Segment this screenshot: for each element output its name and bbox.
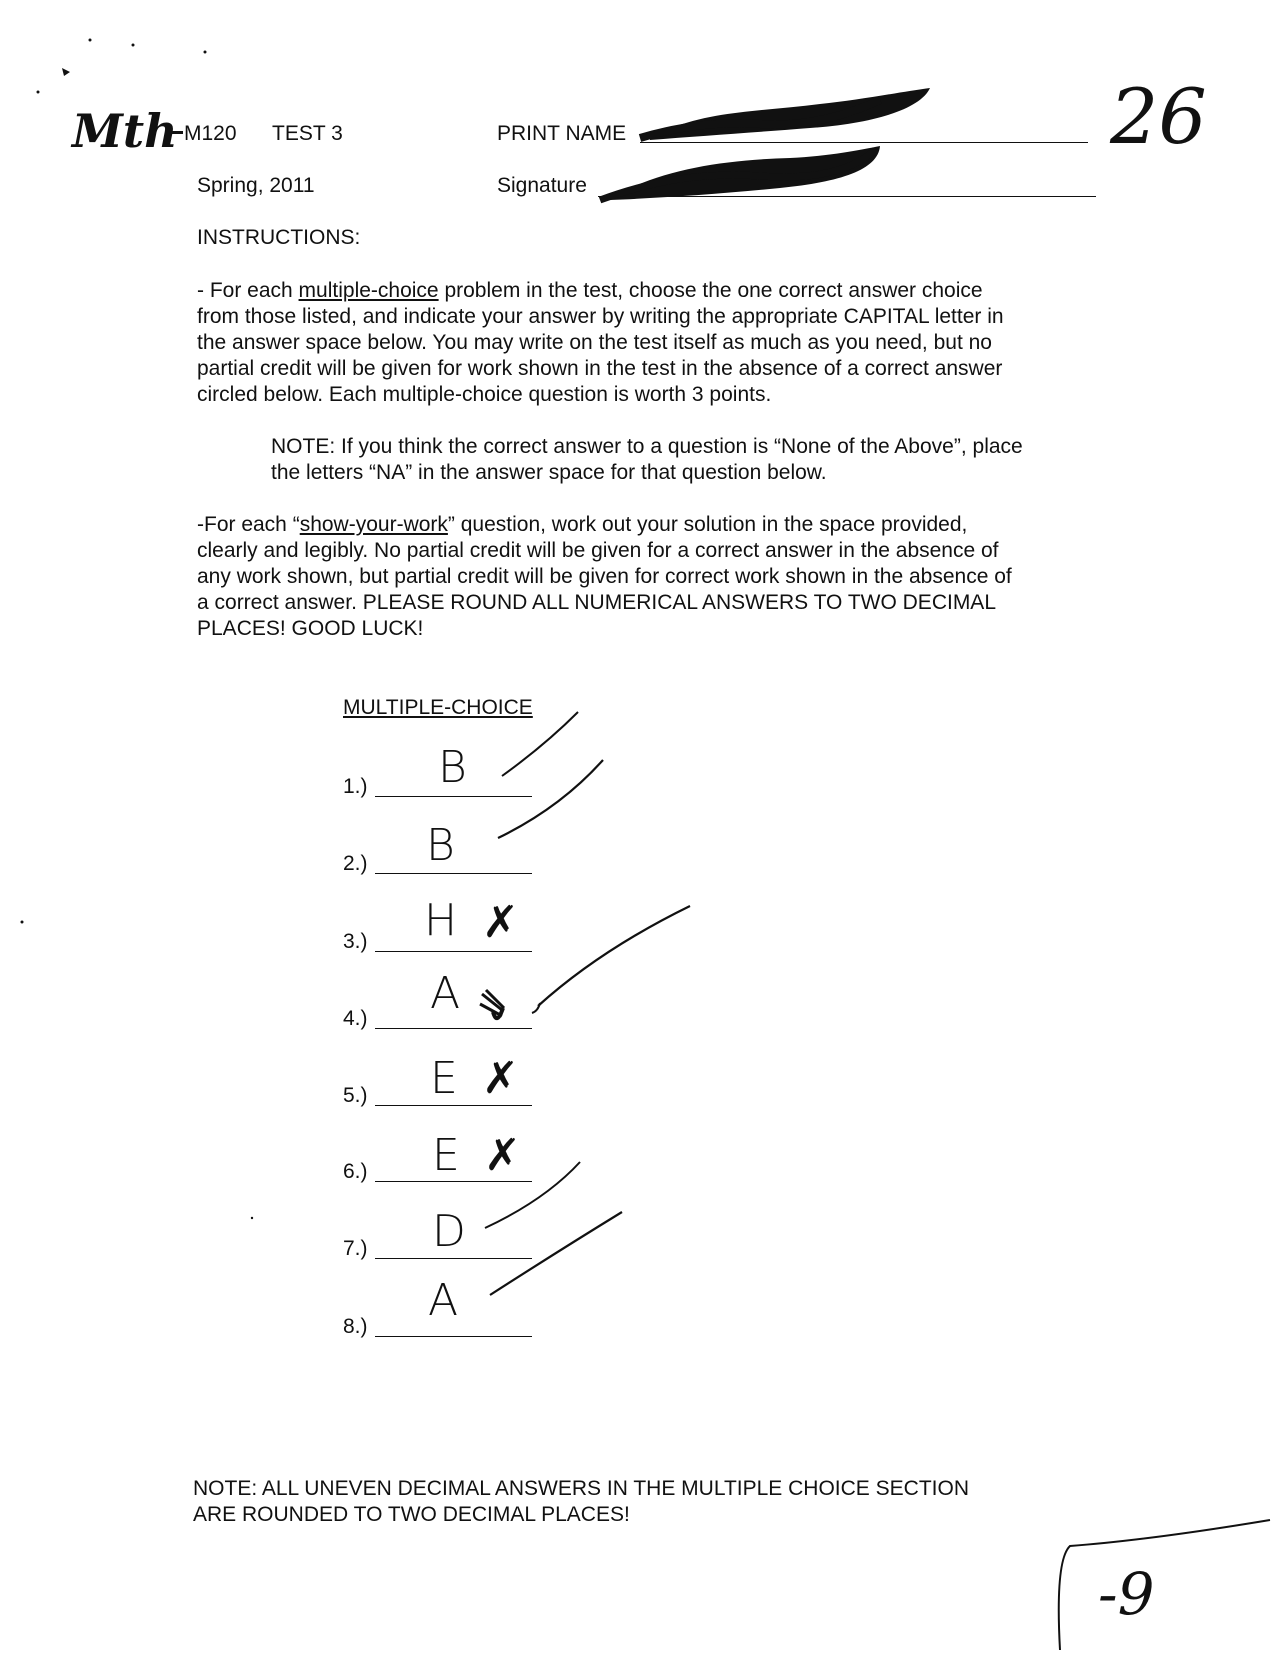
mc-heading: MULTIPLE-CHOICE [343, 696, 533, 719]
answer-line [375, 1258, 532, 1259]
question-label: 8.) [343, 1315, 368, 1338]
question-label: 3.) [343, 930, 368, 953]
signature-label: Signature [497, 174, 587, 197]
answer-letter: A [430, 968, 461, 1019]
mc-instruction-line-1 [197, 278, 983, 304]
instructions-heading: INSTRUCTIONS: [197, 226, 361, 249]
mc-instruction-line: from those listed, and indicate your answer by writing the appropriate CAPITAL letter in [197, 305, 1004, 328]
mc-instruction-line: the answer space below. You may write on the test itself as much as you need, but no [197, 331, 992, 354]
answer-line [375, 1028, 532, 1029]
answer-line [375, 951, 532, 952]
term: Spring, 2011 [197, 174, 315, 197]
answer-letter: E [430, 1053, 458, 1104]
answer-letter: E [432, 1130, 460, 1181]
score: 26 [1110, 72, 1207, 161]
footer-note-line: NOTE: ALL UNEVEN DECIMAL ANSWERS IN THE MULTIPLE CHOICE SECTION [193, 1477, 969, 1500]
footer-note-line: ARE ROUNDED TO TWO DECIMAL PLACES! [193, 1503, 630, 1526]
question-label: 5.) [343, 1084, 368, 1107]
answer-line [375, 1105, 532, 1106]
mc-instruction-line: circled below. Each multiple-choice question is worth 3 points. [197, 383, 772, 406]
syw-instruction-line: any work shown, but partial credit will be given for correct work shown in the absence of [197, 565, 1012, 588]
syw-after: ” question, work out your solution in the space provided, [447, 513, 968, 536]
syw-instruction-line-1 [197, 512, 967, 538]
course-code: M120 [184, 122, 237, 145]
note-line: NOTE: If you think the correct answer to a question is “None of the Above”, place [271, 435, 1023, 458]
note-line: the letters “NA” in the answer space for that question below. [271, 461, 827, 484]
question-label: 7.) [343, 1237, 368, 1260]
question-label: 6.) [343, 1160, 368, 1183]
mc-keyword: multiple-choice [298, 279, 439, 302]
wrong-mark: ✗ [484, 1130, 521, 1181]
answer-letter: B [426, 820, 455, 871]
answer-letter: H [424, 895, 458, 946]
syw-instruction-line: a correct answer. PLEASE ROUND ALL NUMERICAL ANSWERS TO TWO DECIMAL [197, 591, 996, 614]
test-title: TEST 3 [272, 122, 343, 145]
syw-instruction-line: PLACES! GOOD LUCK! [197, 617, 424, 640]
wrong-mark: ✗ [482, 1053, 519, 1104]
answer-line [375, 873, 532, 874]
mc-intro-after: problem in the test, choose the one correct answer choice [438, 279, 983, 302]
syw-before: -For each “ [197, 513, 300, 536]
question-label: 2.) [343, 852, 368, 875]
mc-instruction-line: partial credit will be given for work shown in the test in the absence of a correct answer [197, 357, 1003, 380]
answer-letter: A [428, 1275, 459, 1326]
print-name-label: PRINT NAME [497, 122, 627, 145]
handwritten-course-prefix: Mth [72, 104, 178, 158]
answer-line [375, 796, 532, 797]
deduction-score: -9 [1098, 1560, 1155, 1628]
wrong-mark: ✗ [482, 897, 519, 948]
answer-line [375, 1181, 532, 1182]
print-name-line [640, 142, 1088, 143]
dash-mark [165, 131, 183, 134]
answer-letter: D [432, 1206, 466, 1257]
question-label: 1.) [343, 775, 368, 798]
mc-intro-before: - For each [197, 279, 299, 302]
answer-line [375, 1336, 532, 1337]
syw-instruction-line: clearly and legibly. No partial credit will be given for a correct answer in the absence of [197, 539, 999, 562]
syw-keyword: show-your-work [299, 513, 448, 536]
signature-line [598, 196, 1096, 197]
answer-letter: B [438, 742, 467, 793]
question-label: 4.) [343, 1007, 368, 1030]
